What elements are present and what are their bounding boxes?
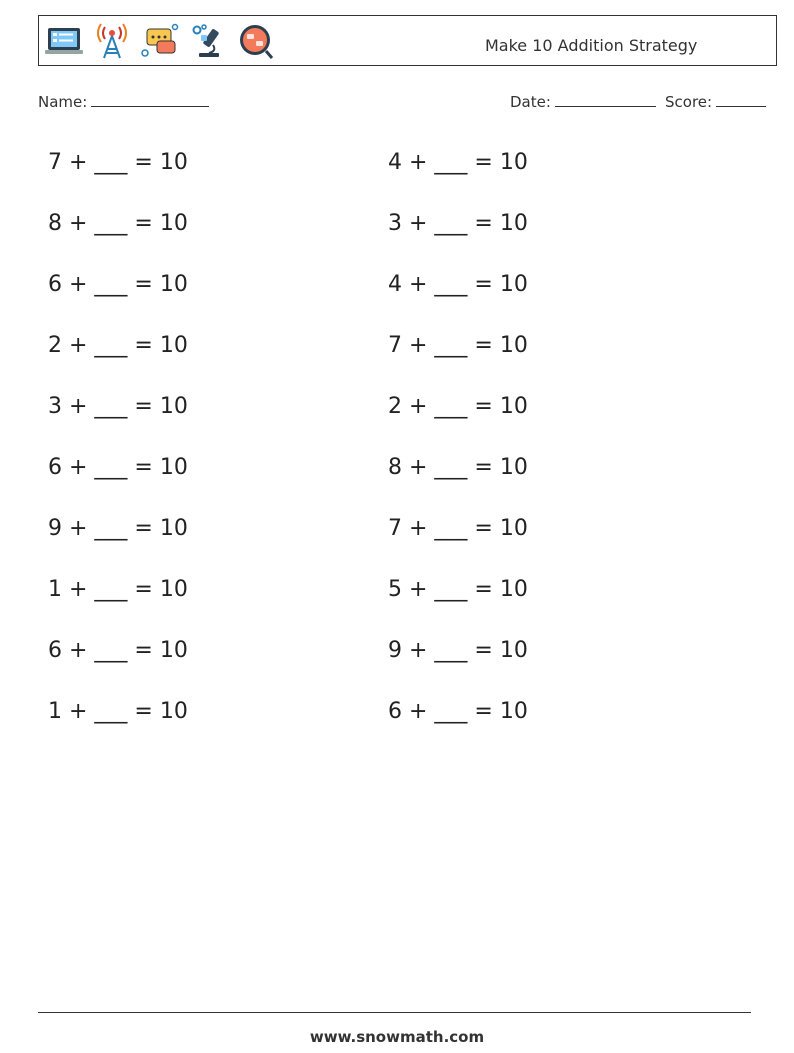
problem-item: 3 + ___ = 10	[388, 211, 528, 236]
problem-item: 6 + ___ = 10	[48, 272, 188, 297]
problem-item: 9 + ___ = 10	[48, 516, 188, 541]
problem-item: 6 + ___ = 10	[48, 455, 188, 480]
problem-item: 6 + ___ = 10	[388, 699, 528, 724]
problem-item: 1 + ___ = 10	[48, 577, 188, 602]
score-label: Score:	[665, 93, 713, 111]
problem-item: 4 + ___ = 10	[388, 272, 528, 297]
problem-item: 7 + ___ = 10	[388, 333, 528, 358]
problem-item: 6 + ___ = 10	[48, 638, 188, 663]
problem-item: 7 + ___ = 10	[388, 516, 528, 541]
name-label: Name:	[38, 93, 88, 111]
footer-website: www.snowmath.com	[309, 1028, 485, 1046]
problem-item: 4 + ___ = 10	[388, 150, 528, 175]
footer-divider	[38, 1012, 751, 1013]
problem-item: 8 + ___ = 10	[48, 211, 188, 236]
problem-item: 7 + ___ = 10	[48, 150, 188, 175]
problem-item: 3 + ___ = 10	[48, 394, 188, 419]
problem-item: 2 + ___ = 10	[388, 394, 528, 419]
problem-item: 5 + ___ = 10	[388, 577, 528, 602]
problem-item: 2 + ___ = 10	[48, 333, 188, 358]
problem-item: 9 + ___ = 10	[388, 638, 528, 663]
date-label: Date:	[510, 93, 551, 111]
page-title: Make 10 Addition Strategy	[485, 36, 698, 55]
problem-item: 1 + ___ = 10	[48, 699, 188, 724]
problem-item: 8 + ___ = 10	[388, 455, 528, 480]
